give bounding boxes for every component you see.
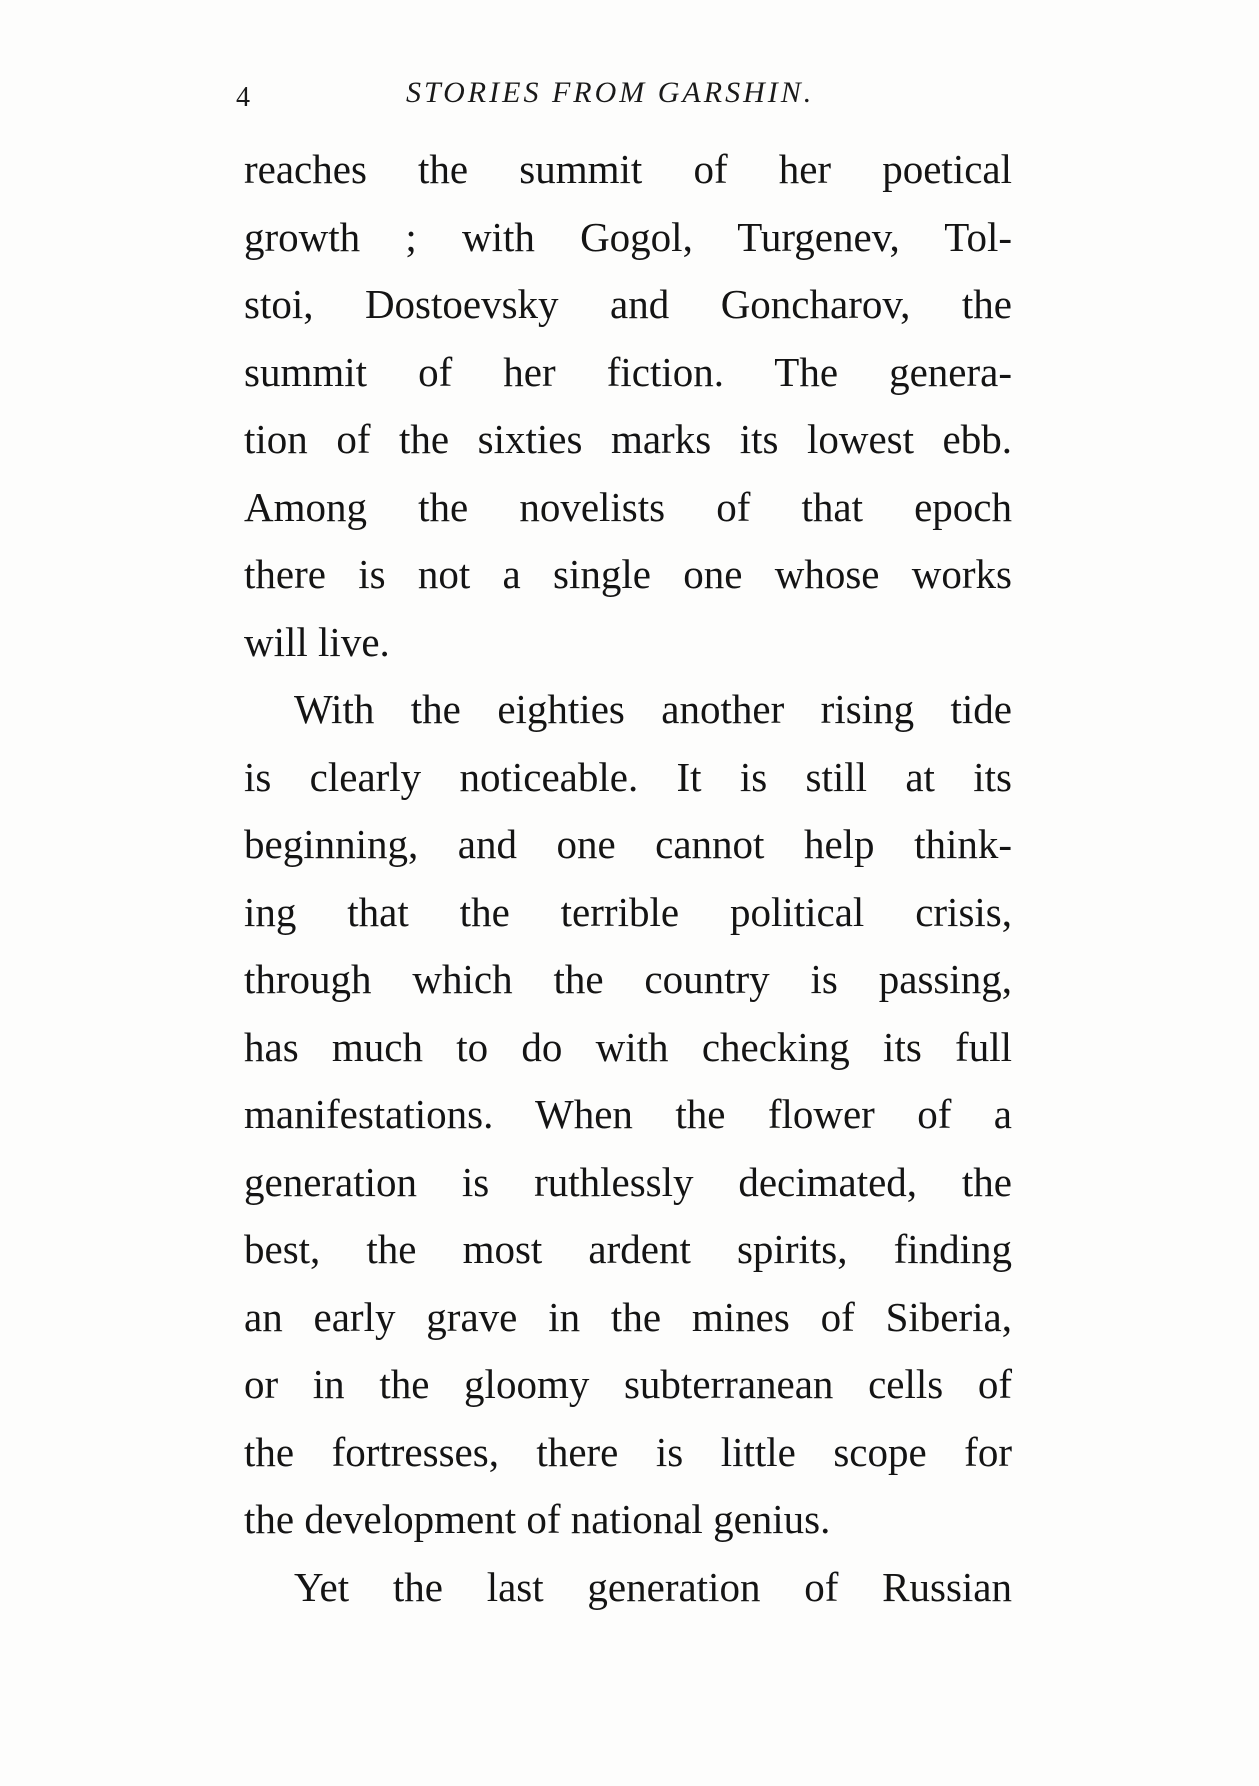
text-line: or in the gloomy subterranean cells of	[244, 1361, 1012, 1407]
text-line: an early grave in the mines of Siberia,	[244, 1293, 1012, 1340]
text-line: summit of her fiction. The genera-	[244, 348, 1012, 395]
text-line: With the eighties another rising tide	[294, 686, 1012, 732]
text-line: will live.	[244, 618, 390, 665]
text-line: stoi, Dostoevsky and Goncharov, the	[244, 281, 1012, 327]
text-line: manifestations. When the flower of a	[244, 1091, 1012, 1137]
text-line: Among the novelists of that epoch	[244, 483, 1012, 530]
text-line: reaches the summit of her poetical	[244, 146, 1012, 192]
text-line: ing that the terrible political crisis,	[244, 888, 1012, 935]
text-line: best, the most ardent spirits, finding	[244, 1226, 1012, 1272]
text-line: beginning, and one cannot help think-	[244, 821, 1012, 867]
text-line: through which the country is passing,	[244, 956, 1012, 1002]
page-number: 4	[236, 82, 250, 113]
body-text	[244, 136, 1012, 1621]
text-line: has much to do with checking its full	[244, 1023, 1012, 1070]
text-line: tion of the sixties marks its lowest ebb.	[244, 416, 1012, 462]
text-line: generation is ruthlessly decimated, the	[244, 1158, 1012, 1205]
text-line: the development of national genius.	[244, 1496, 831, 1542]
text-line: is clearly noticeable. It is still at its	[244, 753, 1012, 800]
text-line: the fortresses, there is little scope for	[244, 1428, 1012, 1475]
running-head	[236, 76, 876, 116]
text-line: Yet the last generation of Russian	[294, 1563, 1012, 1610]
running-title: STORIES FROM GARSHIN.	[406, 76, 815, 109]
text-line: there is not a single one whose works	[244, 551, 1012, 597]
text-line: growth ; with Gogol, Turgenev, Tol-	[244, 213, 1012, 260]
